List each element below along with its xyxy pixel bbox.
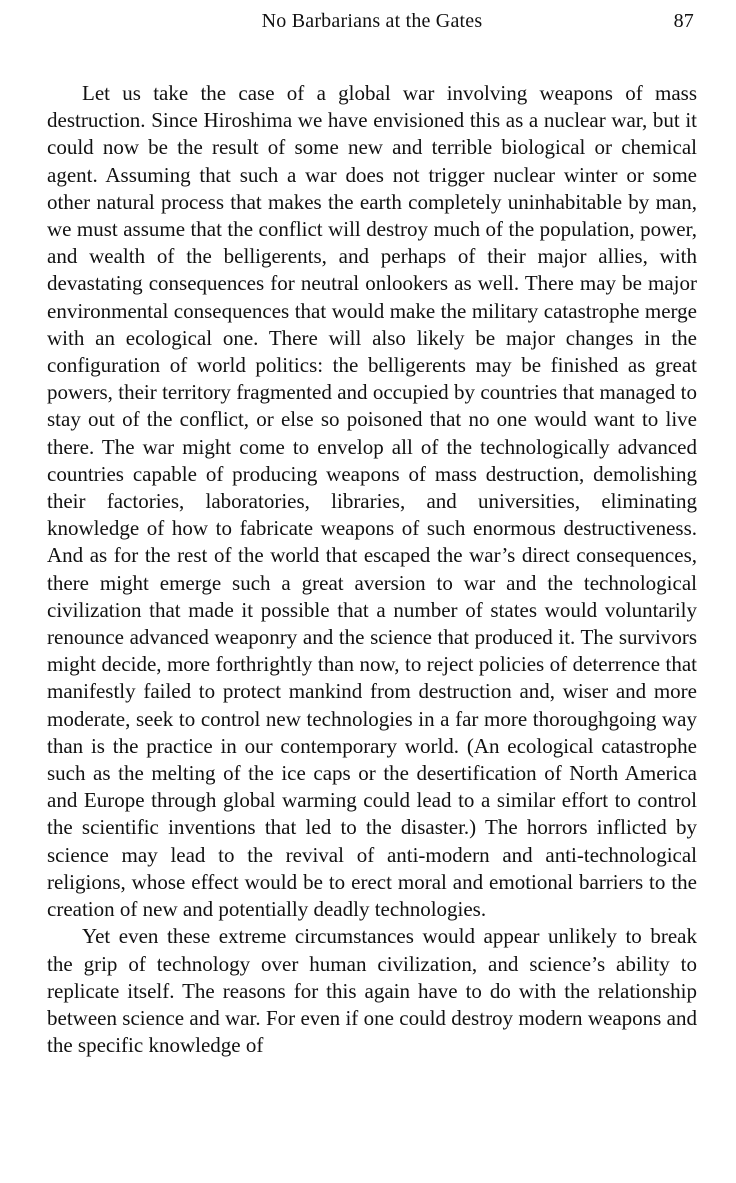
paragraph: Yet even these extreme circumstances would appear unlikely to break the grip of technology over human civilization, and science’s ability to replicate itself. The reasons for this again have to do with the relationship between science and war. For even if one could destroy modern weapons and the specific knowledge of bbox=[47, 924, 697, 1058]
page-number: 87 bbox=[673, 10, 694, 32]
running-head bbox=[48, 10, 696, 40]
body-text bbox=[47, 80, 697, 1059]
paragraph: Let us take the case of a global war involving weapons of mass destruction. Since Hiroshima we have envisioned this as a nuclear war, but it could now be the result of some new and terrible biological or chemical agent. Assuming that such a war does not trigger nuclear winter or some other natural process that makes the earth completely uninhabitable by man, we must assume that the conflict will destroy much of the population, power, and wealth of the belligerents, and perhaps of their major allies, with devastating consequences for neutral onlookers as well. There may be major environmental consequences that would make the military catastrophe merge with an ecological one. There will also likely be major changes in the configuration of world politics: the belligerents may be finished as great powers, their territory fragmented and occupied by countries that managed to stay out of the conflict, or else so poisoned that no one would want to live there. The war might come to envelop all of the technologically advanced countries capable of producing weapons of mass destruction, demolishing their factories, laboratories, libraries, and universities, eliminating knowledge of how to fabricate weapons of such enormous destructiveness. And as for the rest of the world that escaped the war’s direct consequences, there might emerge such a great aversion to war and the technological civilization that made it possible that a number of states would voluntarily renounce advanced weaponry and the science that produced it. The survivors might decide, more forthrightly than now, to reject policies of deterrence that manifestly failed to protect mankind from destruction and, wiser and more moderate, seek to control new technologies in a far more thoroughgoing way than is the practice in our contemporary world. (An ecological catastrophe such as the melting of the ice caps or the desertification of North America and Europe through global warming could lead to a similar effort to control the scientific inventions that led to the disaster.) The horrors inflicted by science may lead to the revival of anti-modern and anti-technological religions, whose effect would be to erect moral and emotional barriers to the creation of new and potentially deadly technologies. bbox=[47, 81, 697, 922]
running-title: No Barbarians at the Gates bbox=[261, 10, 483, 32]
